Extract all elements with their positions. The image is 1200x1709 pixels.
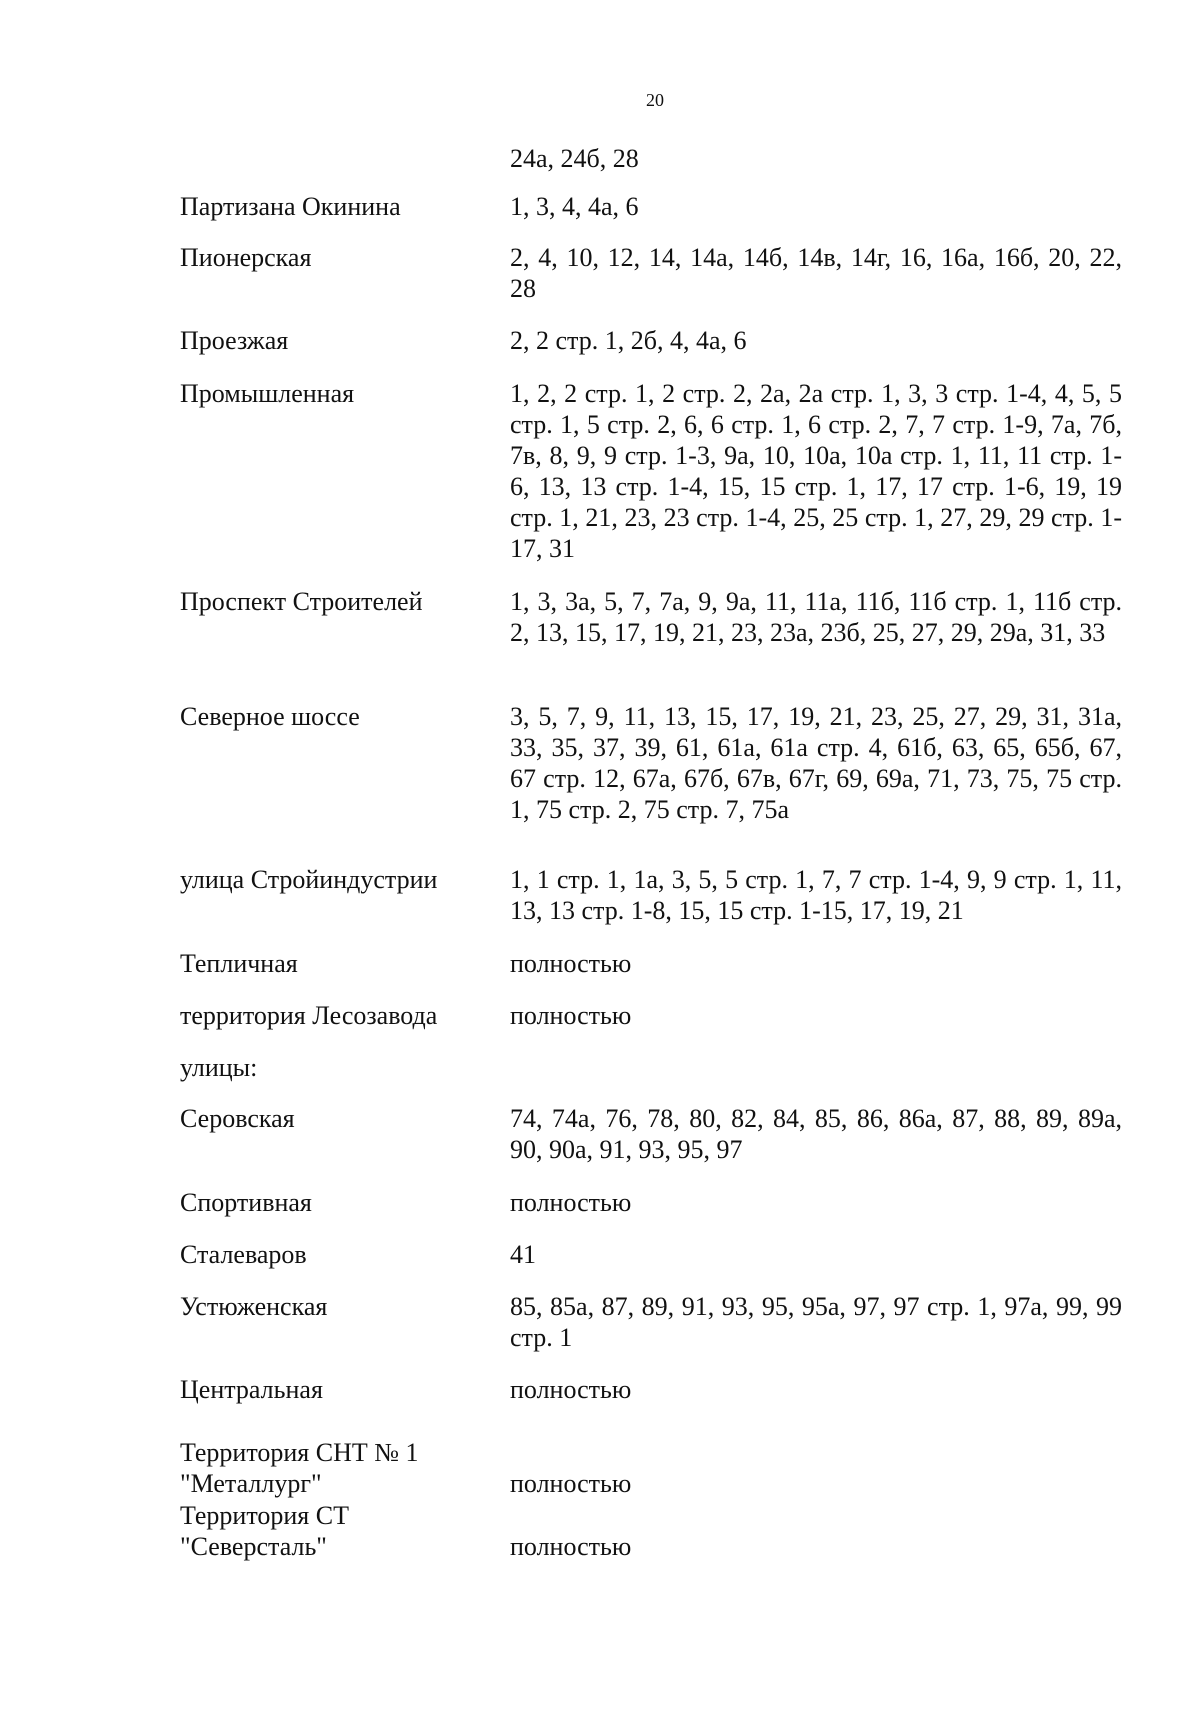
house-numbers: 24а, 24б, 28 bbox=[510, 144, 639, 173]
house-numbers: 2, 4, 10, 12, 14, 14а, 14б, 14в, 14г, 16, 16а, 16б, 20, 22, 28 bbox=[510, 243, 1122, 303]
street-name: Спортивная bbox=[180, 1188, 312, 1217]
address-row bbox=[180, 1374, 1140, 1405]
street-name: Центральная bbox=[180, 1375, 323, 1404]
street-name: Сталеваров bbox=[180, 1240, 307, 1269]
house-numbers: 2, 2 стр. 1, 2б, 4, 4а, 6 bbox=[510, 326, 747, 355]
address-row bbox=[180, 325, 1140, 356]
street-name: улица Стройиндустрии bbox=[180, 865, 438, 894]
street-name: Промышленная bbox=[180, 379, 355, 408]
address-row bbox=[180, 1103, 1140, 1165]
street-name: Партизана Окинина bbox=[180, 192, 401, 221]
house-numbers: 1, 1 стр. 1, 1а, 3, 5, 5 стр. 1, 7, 7 стр. 1-4, 9, 9 стр. 1, 11, 13, 13 стр. 1-8, 15, 15 стр. 1-15, 17, 19, 21 bbox=[510, 865, 1122, 925]
territory-row bbox=[180, 1437, 1140, 1499]
street-name bbox=[180, 143, 510, 174]
address-row bbox=[180, 864, 1140, 926]
house-numbers: полностью bbox=[510, 1188, 632, 1217]
house-numbers: полностью bbox=[510, 1001, 632, 1030]
territory-name bbox=[180, 1500, 510, 1562]
territory-name-line1: Территория СТ bbox=[180, 1501, 349, 1530]
house-numbers: полностью bbox=[510, 1469, 632, 1498]
address-row bbox=[180, 191, 1140, 222]
address-row bbox=[180, 1291, 1140, 1353]
street-name: Тепличная bbox=[180, 949, 298, 978]
house-numbers: 1, 3, 3а, 5, 7, 7а, 9, 9а, 11, 11а, 11б, 11б стр. 1, 11б стр. 2, 13, 15, 17, 19, 21, 23, 23а, 23б, 25, 27, 29, 29а, 31, 33 bbox=[510, 587, 1122, 647]
street-name: Устюженская bbox=[180, 1292, 328, 1321]
house-numbers: 85, 85а, 87, 89, 91, 93, 95, 95а, 97, 97 стр. 1, 97а, 99, 99 стр. 1 bbox=[510, 1292, 1122, 1352]
street-name: территория Лесозавода bbox=[180, 1001, 438, 1030]
territory-name-line2: "Северсталь" bbox=[180, 1532, 327, 1561]
address-row bbox=[180, 701, 1140, 825]
street-name: Серовская bbox=[180, 1104, 295, 1133]
street-name: Проспект Строителей bbox=[180, 587, 423, 616]
address-row bbox=[180, 1000, 1140, 1031]
territory-name-line2: "Металлург" bbox=[180, 1469, 322, 1498]
house-numbers: 1, 3, 4, 4а, 6 bbox=[510, 192, 639, 221]
house-numbers: 41 bbox=[510, 1240, 536, 1269]
continuation-row bbox=[180, 143, 1140, 174]
territory-name bbox=[180, 1437, 510, 1499]
address-row bbox=[180, 1187, 1140, 1218]
street-name: Северное шоссе bbox=[180, 702, 360, 731]
house-numbers: полностью bbox=[510, 1532, 632, 1561]
address-row bbox=[180, 948, 1140, 979]
street-name: Пионерская bbox=[180, 243, 312, 272]
address-row bbox=[180, 1239, 1140, 1270]
street-name: Проезжая bbox=[180, 326, 289, 355]
section-heading bbox=[180, 1052, 1140, 1083]
territory-name-line1: Территория СНТ № 1 bbox=[180, 1438, 419, 1467]
house-numbers bbox=[510, 1052, 1122, 1083]
address-row bbox=[180, 586, 1140, 648]
territory-row bbox=[180, 1500, 1140, 1562]
house-numbers: 74, 74а, 76, 78, 80, 82, 84, 85, 86, 86а, 87, 88, 89, 89а, 90, 90а, 91, 93, 95, 97 bbox=[510, 1104, 1122, 1164]
house-numbers: 1, 2, 2 стр. 1, 2 стр. 2, 2а, 2а стр. 1, 3, 3 стр. 1-4, 4, 5, 5 стр. 1, 5 стр. 2, 6, 6 стр. 1, 6 стр. 2, 7, 7 стр. 1-9, 7а, 7б, 7в, 8, 9, 9 стр. 1-3, 9а, 10, 10а, 10а стр. 1, 11, 11 стр. 1-6, 13, 13 стр. 1-4, 15, 15 стр. 1, 17, 17 стр. 1-6, 19, 19 стр. 1, 21, 23, 23 стр. 1-4, 25, 25 стр. 1, 27, 29, 29 стр. 1-17, 31 bbox=[510, 379, 1122, 563]
street-name: улицы: bbox=[180, 1053, 258, 1082]
house-numbers: 3, 5, 7, 9, 11, 13, 15, 17, 19, 21, 23, 25, 27, 29, 31, 31а, 33, 35, 37, 39, 61, 61а, 61а стр. 4, 61б, 63, 65, 65б, 67, 67 стр. 12, 67а, 67б, 67в, 67г, 69, 69а, 71, 73, 75, 75 стр. 1, 75 стр. 2, 75 стр. 7, 75а bbox=[510, 702, 1122, 824]
address-row bbox=[180, 378, 1140, 564]
page-number: 20 bbox=[646, 90, 664, 110]
house-numbers: полностью bbox=[510, 1375, 632, 1404]
address-row bbox=[180, 242, 1140, 304]
house-numbers: полностью bbox=[510, 949, 632, 978]
